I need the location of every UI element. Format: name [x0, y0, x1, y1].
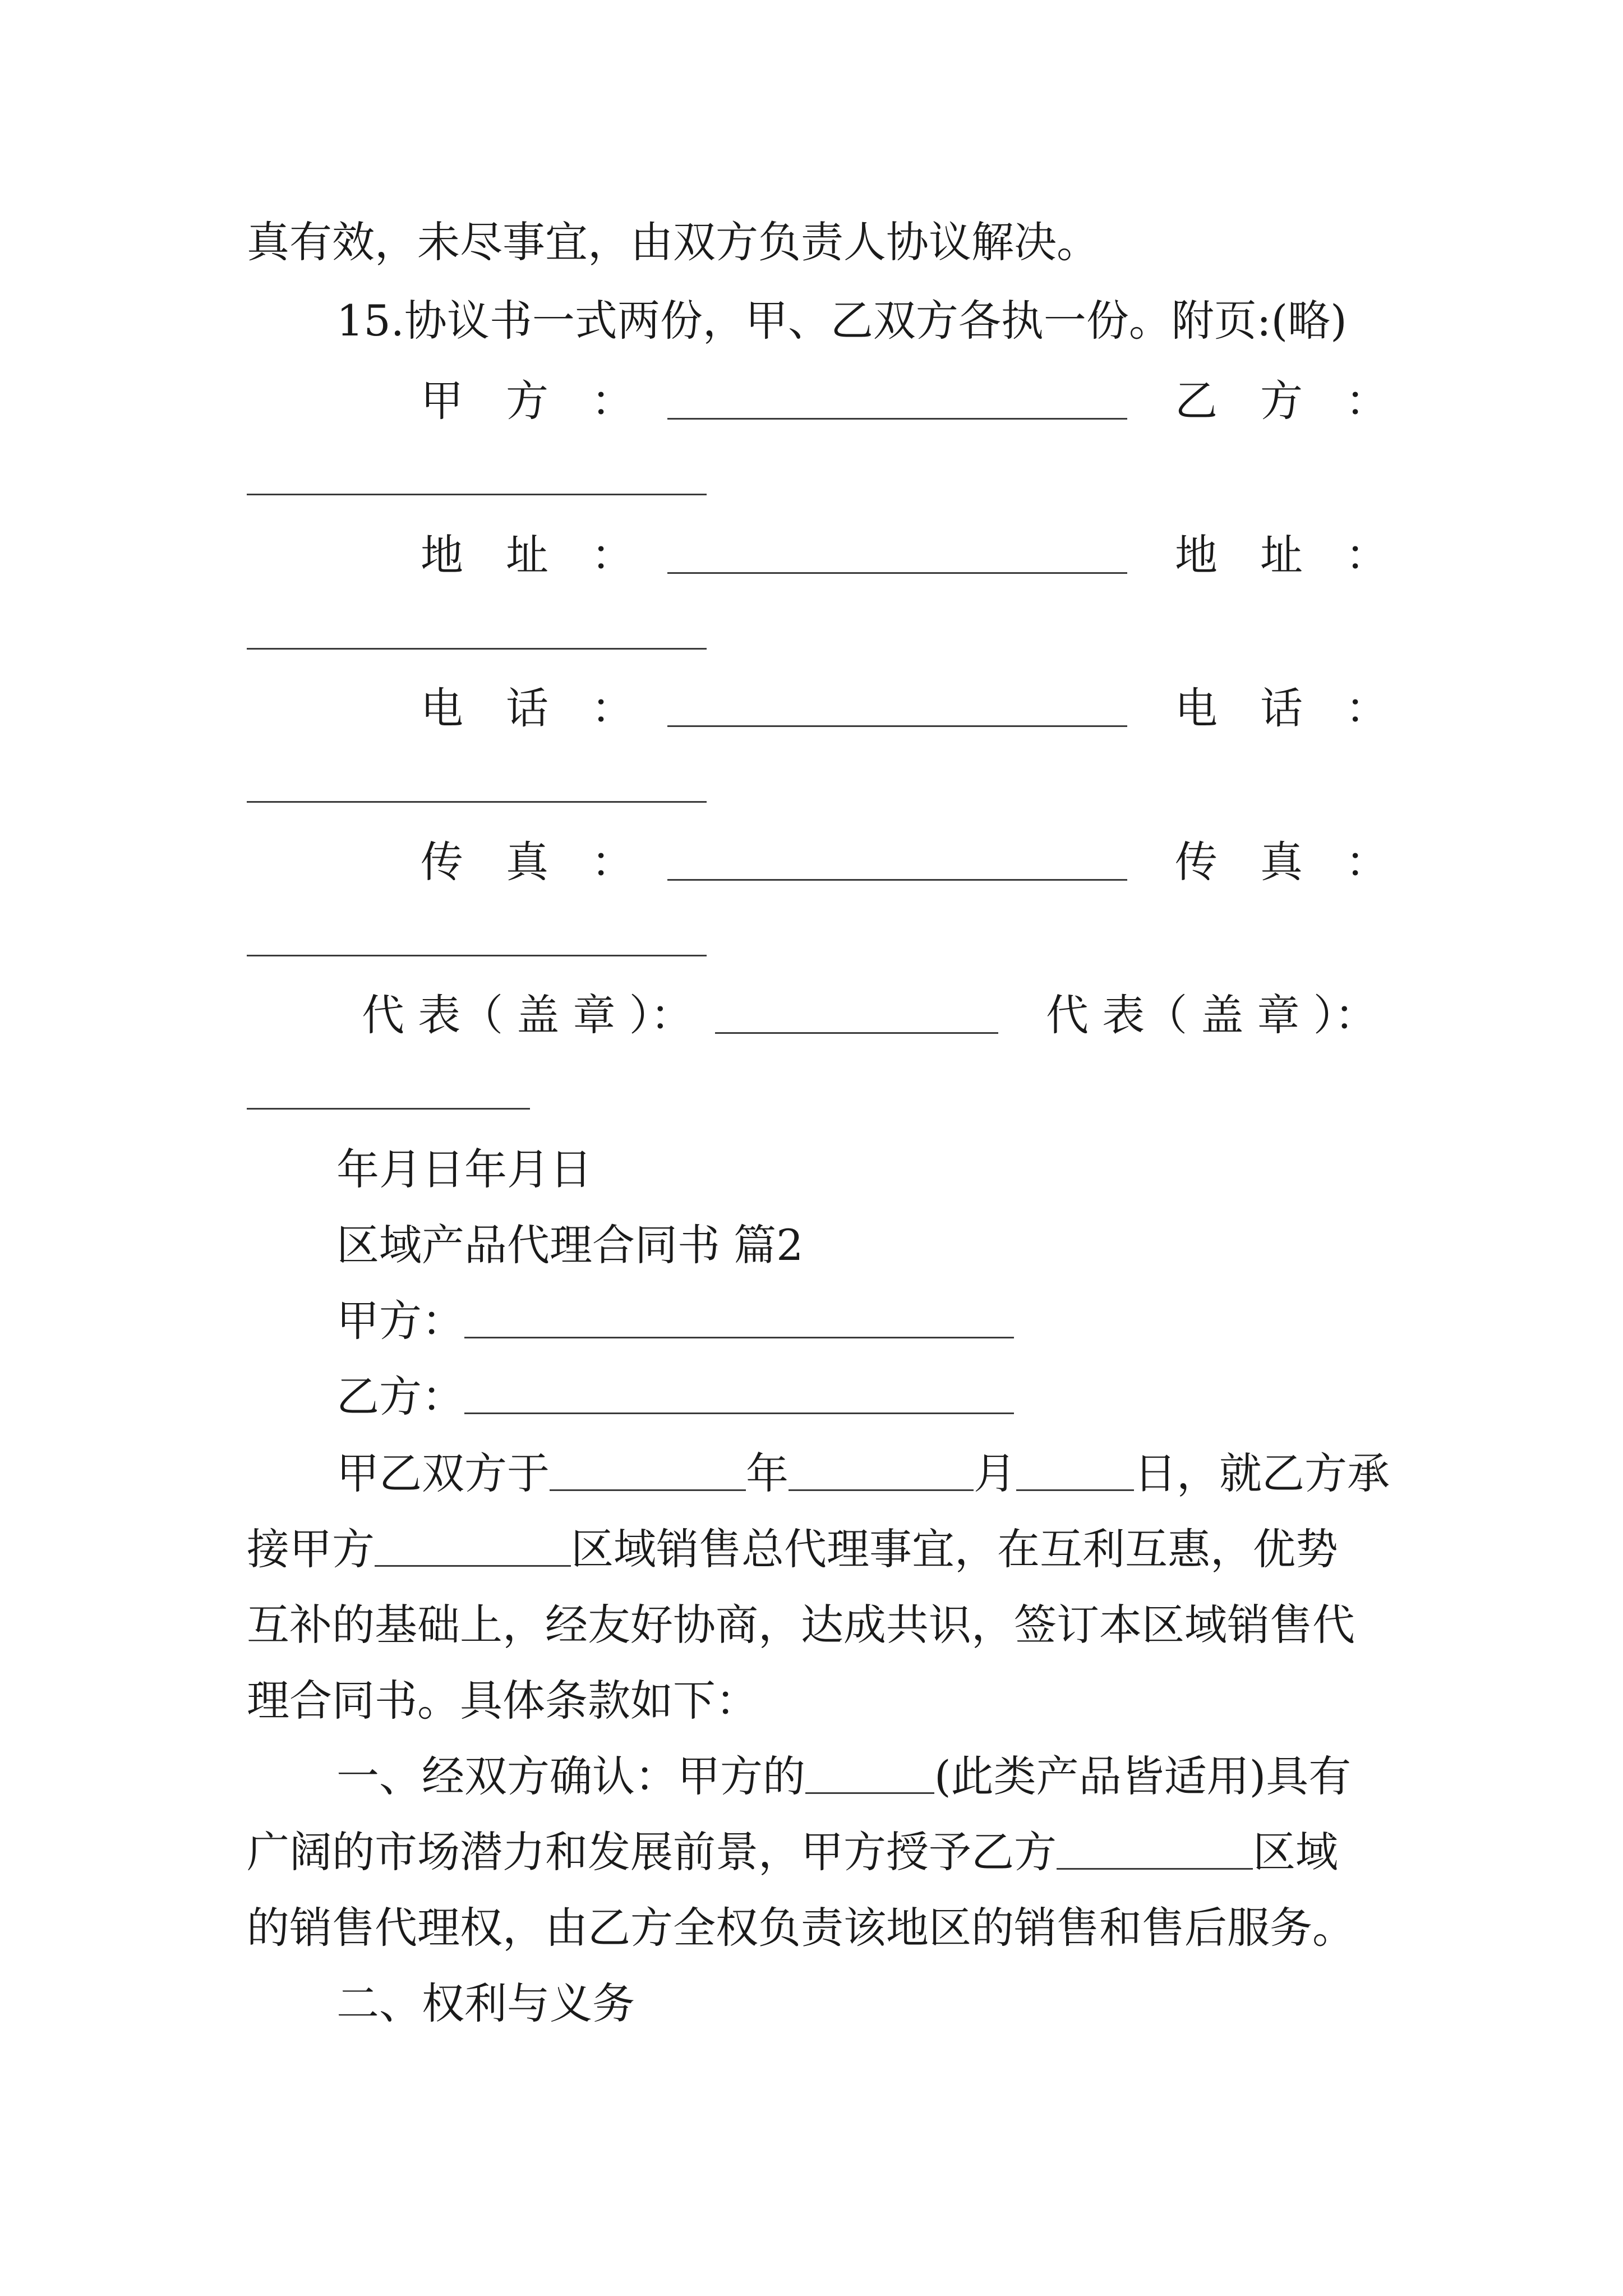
- party-a-blank[interactable]: [667, 418, 1127, 420]
- clause-text: 区域: [1253, 1827, 1338, 1877]
- phone-a-blank[interactable]: [667, 725, 1127, 727]
- party-a-label: 甲 方 ：: [421, 376, 634, 426]
- party-a-field[interactable]: [464, 1293, 1014, 1338]
- fax-a-blank[interactable]: [667, 879, 1127, 881]
- rep-b-blank[interactable]: [247, 1108, 530, 1110]
- paragraph-line: 真有效，未尽事宜，由双方负责人协议解决。: [247, 217, 1099, 267]
- phone-b-blank[interactable]: [247, 801, 707, 803]
- intro-line-3: 互补的基础上，经友好协商，达成共识，签订本区域销售代: [247, 1600, 1355, 1650]
- day-blank[interactable]: [1016, 1446, 1134, 1491]
- address-b-blank[interactable]: [247, 648, 707, 650]
- party-b-blank[interactable]: [247, 494, 707, 495]
- party-a-line: [336, 1293, 1014, 1349]
- party-b-field[interactable]: [464, 1369, 1014, 1414]
- party-b-label: 乙 方 ：: [1175, 376, 1388, 426]
- party-a-text: 甲方：: [336, 1296, 464, 1346]
- product-blank[interactable]: [805, 1749, 934, 1794]
- date-line: 年月日年月日: [336, 1144, 592, 1194]
- rep-b-label: 代 表（ 盖 章 ）：: [1046, 990, 1377, 1040]
- year-blank[interactable]: [550, 1446, 746, 1491]
- month-blank[interactable]: [789, 1446, 974, 1491]
- rep-a-blank[interactable]: [715, 1032, 998, 1034]
- rep-a-label: 代 表（ 盖 章 ）：: [362, 990, 693, 1040]
- fax-b-label: 传 真 ：: [1175, 837, 1388, 887]
- clause2-title: 二、权利与义务: [336, 1978, 635, 2028]
- intro-line-1: [336, 1446, 1390, 1502]
- intro-line-2: [247, 1521, 1338, 1577]
- intro-line-4: 理合同书。具体条款如下：: [247, 1676, 758, 1726]
- intro-text: 接甲方: [247, 1524, 375, 1574]
- fax-a-label: 传 真 ：: [421, 837, 634, 887]
- clause-text: 广阔的市场潜力和发展前景，甲方授予乙方: [247, 1827, 1057, 1877]
- clause1-line-1: [336, 1749, 1351, 1805]
- intro-text: 区域销售总代理事宜，在互利互惠，优势: [571, 1524, 1338, 1574]
- section-title: 区域产品代理合同书 篇2: [336, 1220, 804, 1270]
- intro-text: 甲乙双方于: [336, 1448, 550, 1498]
- party-b-line: [336, 1369, 1014, 1425]
- phone-a-label: 电 话 ：: [421, 683, 634, 733]
- clause-text: (此类产品皆适用)具有: [934, 1751, 1352, 1801]
- year-text: 年: [746, 1448, 789, 1498]
- fax-b-blank[interactable]: [247, 955, 707, 956]
- paragraph-line: 15.协议书一式两份，甲、乙双方各执一份。附页:(略): [336, 296, 1347, 346]
- address-a-label: 地 址 ：: [421, 530, 634, 580]
- region-blank[interactable]: [375, 1521, 571, 1567]
- clause1-line-2: [247, 1824, 1338, 1880]
- day-text: 日，就乙方承: [1134, 1448, 1390, 1498]
- party-b-text: 乙方：: [336, 1372, 464, 1421]
- clause-text: 一、经双方确认：甲方的: [336, 1751, 805, 1801]
- region-blank[interactable]: [1057, 1824, 1253, 1870]
- address-b-label: 地 址 ：: [1175, 530, 1388, 580]
- phone-b-label: 电 话 ：: [1175, 683, 1388, 733]
- month-text: 月: [974, 1448, 1016, 1498]
- clause1-line-3: 的销售代理权，由乙方全权负责该地区的销售和售后服务。: [247, 1903, 1355, 1953]
- address-a-blank[interactable]: [667, 572, 1127, 574]
